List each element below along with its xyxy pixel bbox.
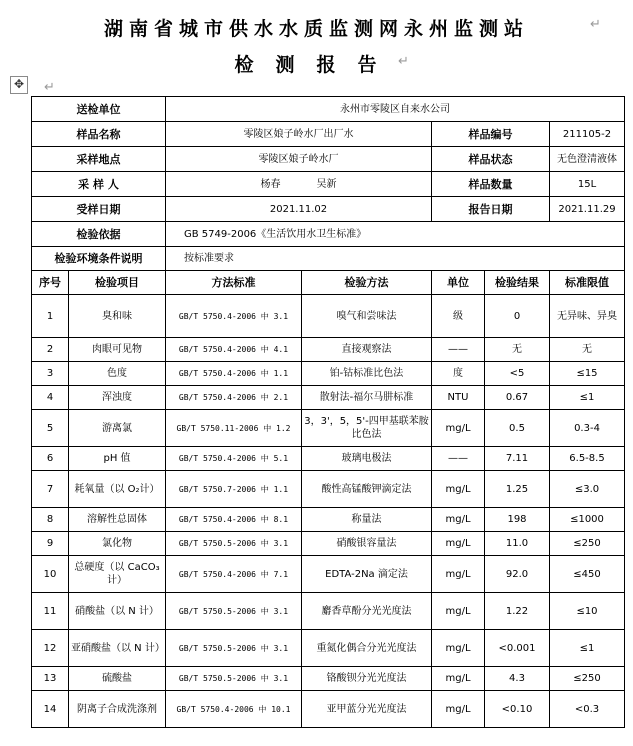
- basis-label: 检验依据: [32, 222, 166, 247]
- row-standard: GB/T 5750.11-2006 中 1.2: [166, 410, 302, 447]
- row-method: 亚甲蓝分光光度法: [302, 691, 432, 728]
- table-row: [32, 667, 625, 691]
- row-item: 硫酸盐: [69, 667, 166, 691]
- row-method: 嗅气和尝味法: [302, 295, 432, 338]
- row-item: 色度: [69, 362, 166, 386]
- row-no: 6: [32, 447, 69, 471]
- row-result: 1.22: [485, 593, 550, 630]
- row-standard: GB/T 5750.4-2006 中 3.1: [166, 295, 302, 338]
- inspection-unit-label: 送检单位: [32, 97, 166, 122]
- table-row: [32, 410, 625, 447]
- row-result: 11.0: [485, 532, 550, 556]
- row-standard: GB/T 5750.7-2006 中 1.1: [166, 471, 302, 508]
- col-header-method: 检验方法: [302, 271, 432, 295]
- sampler-2: 吴新: [316, 178, 337, 190]
- row-unit: ——: [432, 338, 485, 362]
- col-header-result: 检验结果: [485, 271, 550, 295]
- row-result: 0: [485, 295, 550, 338]
- row-limit: ≤10: [550, 593, 625, 630]
- row-limit: ≤450: [550, 556, 625, 593]
- row-unit: mg/L: [432, 556, 485, 593]
- sampler-label: 采 样 人: [32, 172, 166, 197]
- env-label: 检验环境条件说明: [32, 247, 166, 271]
- row-unit: mg/L: [432, 410, 485, 447]
- env-value: 按标准要求: [166, 247, 625, 271]
- row-no: 8: [32, 508, 69, 532]
- table-row: [32, 447, 625, 471]
- row-item: 氯化物: [69, 532, 166, 556]
- table-row: [32, 471, 625, 508]
- row-no: 12: [32, 630, 69, 667]
- row-item: 溶解性总固体: [69, 508, 166, 532]
- row-limit: 6.5-8.5: [550, 447, 625, 471]
- row-standard: GB/T 5750.5-2006 中 3.1: [166, 593, 302, 630]
- row-no: 9: [32, 532, 69, 556]
- row-result: <0.001: [485, 630, 550, 667]
- col-header-unit: 单位: [432, 271, 485, 295]
- row-result: 198: [485, 508, 550, 532]
- column-header-row: [32, 271, 625, 295]
- report-subtitle: 检测报告: [234, 54, 399, 76]
- row-limit: <0.3: [550, 691, 625, 728]
- row-item: 亚硝酸盐（以 N 计）: [69, 630, 166, 667]
- row-no: 4: [32, 386, 69, 410]
- paragraph-mark-icon: ↵: [590, 17, 601, 32]
- row-item: 阴离子合成洗涤剂: [69, 691, 166, 728]
- sampler-1: 杨春: [260, 178, 281, 190]
- sample-no-label: 样品编号: [432, 122, 550, 147]
- row-standard: GB/T 5750.4-2006 中 2.1: [166, 386, 302, 410]
- row-unit: mg/L: [432, 593, 485, 630]
- row-no: 13: [32, 667, 69, 691]
- basis-value: GB 5749-2006《生活饮用水卫生标准》: [166, 222, 625, 247]
- row-no: 2: [32, 338, 69, 362]
- row-item: 硝酸盐（以 N 计）: [69, 593, 166, 630]
- row-no: 1: [32, 295, 69, 338]
- row-result: <5: [485, 362, 550, 386]
- table-row: [32, 556, 625, 593]
- table-row: [32, 593, 625, 630]
- sample-name-value: 零陵区娘子岭水厂出厂水: [166, 122, 432, 147]
- sample-no-value: 211105-2: [550, 122, 625, 147]
- row-method: 酸性高锰酸钾滴定法: [302, 471, 432, 508]
- row-standard: GB/T 5750.4-2006 中 5.1: [166, 447, 302, 471]
- row-method: 硝酸银容量法: [302, 532, 432, 556]
- row-limit: 无: [550, 338, 625, 362]
- row-limit: ≤250: [550, 667, 625, 691]
- row-method: 铂-钴标准比色法: [302, 362, 432, 386]
- row-limit: 无异味、异臭: [550, 295, 625, 338]
- row-limit: ≤1000: [550, 508, 625, 532]
- row-no: 3: [32, 362, 69, 386]
- row-unit: 级: [432, 295, 485, 338]
- sample-qty-label: 样品数量: [432, 172, 550, 197]
- row-standard: GB/T 5750.5-2006 中 3.1: [166, 667, 302, 691]
- row-method: 散射法-福尔马肼标准: [302, 386, 432, 410]
- table-row: [32, 691, 625, 728]
- row-limit: ≤3.0: [550, 471, 625, 508]
- row-method: EDTA-2Na 滴定法: [302, 556, 432, 593]
- report-date-value: 2021.11.29: [550, 197, 625, 222]
- row-limit: 0.3-4: [550, 410, 625, 447]
- col-header-standard: 方法标准: [166, 271, 302, 295]
- row-item: 肉眼可见物: [69, 338, 166, 362]
- table-row: [32, 508, 625, 532]
- row-limit: ≤250: [550, 532, 625, 556]
- report-date-label: 报告日期: [432, 197, 550, 222]
- sample-state-label: 样品状态: [432, 147, 550, 172]
- row-unit: ——: [432, 447, 485, 471]
- table-row: [32, 338, 625, 362]
- sampler-value: [166, 172, 432, 197]
- row-unit: mg/L: [432, 508, 485, 532]
- row-method: 麝香草酚分光光度法: [302, 593, 432, 630]
- row-item: 浑浊度: [69, 386, 166, 410]
- row-result: 无: [485, 338, 550, 362]
- received-date-label: 受样日期: [32, 197, 166, 222]
- location-label: 采样地点: [32, 147, 166, 172]
- row-standard: GB/T 5750.4-2006 中 8.1: [166, 508, 302, 532]
- row-result: 1.25: [485, 471, 550, 508]
- row-item: 耗氧量（以 O₂计）: [69, 471, 166, 508]
- row-unit: mg/L: [432, 691, 485, 728]
- table-move-handle-icon[interactable]: ✥: [10, 76, 28, 94]
- table-row: [32, 532, 625, 556]
- row-unit: mg/L: [432, 630, 485, 667]
- row-method: 直接观察法: [302, 338, 432, 362]
- sample-name-label: 样品名称: [32, 122, 166, 147]
- row-unit: 度: [432, 362, 485, 386]
- row-limit: ≤1: [550, 630, 625, 667]
- row-standard: GB/T 5750.4-2006 中 10.1: [166, 691, 302, 728]
- table-row: [32, 386, 625, 410]
- row-method: 玻璃电极法: [302, 447, 432, 471]
- row-method: 3，3'，5，5'-四甲基联苯胺比色法: [302, 410, 432, 447]
- report-title: 湖南省城市供水水质监测网永州监测站: [103, 18, 529, 40]
- row-item: 臭和味: [69, 295, 166, 338]
- row-result: 92.0: [485, 556, 550, 593]
- row-no: 11: [32, 593, 69, 630]
- table-row: [32, 630, 625, 667]
- row-method: 重氮化偶合分光光度法: [302, 630, 432, 667]
- row-result: 4.3: [485, 667, 550, 691]
- row-method: 称量法: [302, 508, 432, 532]
- row-method: 铬酸钡分光光度法: [302, 667, 432, 691]
- row-limit: ≤1: [550, 386, 625, 410]
- row-no: 5: [32, 410, 69, 447]
- row-item: pH 值: [69, 447, 166, 471]
- paragraph-mark-icon: ↵: [398, 54, 409, 69]
- row-item: 总硬度（以 CaCO₃计）: [69, 556, 166, 593]
- col-header-no: 序号: [32, 271, 69, 295]
- row-no: 10: [32, 556, 69, 593]
- row-limit: ≤15: [550, 362, 625, 386]
- row-standard: GB/T 5750.4-2006 中 1.1: [166, 362, 302, 386]
- row-no: 7: [32, 471, 69, 508]
- row-result: 0.5: [485, 410, 550, 447]
- row-unit: mg/L: [432, 667, 485, 691]
- sample-state-value: 无色澄清液体: [550, 147, 625, 172]
- row-item: 游离氯: [69, 410, 166, 447]
- location-value: 零陵区娘子岭水厂: [166, 147, 432, 172]
- table-row: [32, 295, 625, 338]
- row-no: 14: [32, 691, 69, 728]
- row-result: <0.10: [485, 691, 550, 728]
- row-result: 7.11: [485, 447, 550, 471]
- table-row: [32, 362, 625, 386]
- row-unit: mg/L: [432, 532, 485, 556]
- col-header-limit: 标准限值: [550, 271, 625, 295]
- received-date-value: 2021.11.02: [166, 197, 432, 222]
- row-standard: GB/T 5750.5-2006 中 3.1: [166, 532, 302, 556]
- row-unit: NTU: [432, 386, 485, 410]
- row-result: 0.67: [485, 386, 550, 410]
- row-unit: mg/L: [432, 471, 485, 508]
- inspection-unit-value: 永州市零陵区自来水公司: [166, 97, 625, 122]
- sample-qty-value: 15L: [550, 172, 625, 197]
- report-table: [31, 96, 625, 728]
- row-standard: GB/T 5750.4-2006 中 7.1: [166, 556, 302, 593]
- row-standard: GB/T 5750.5-2006 中 3.1: [166, 630, 302, 667]
- col-header-item: 检验项目: [69, 271, 166, 295]
- row-standard: GB/T 5750.4-2006 中 4.1: [166, 338, 302, 362]
- paragraph-mark-icon: ↵: [44, 80, 55, 95]
